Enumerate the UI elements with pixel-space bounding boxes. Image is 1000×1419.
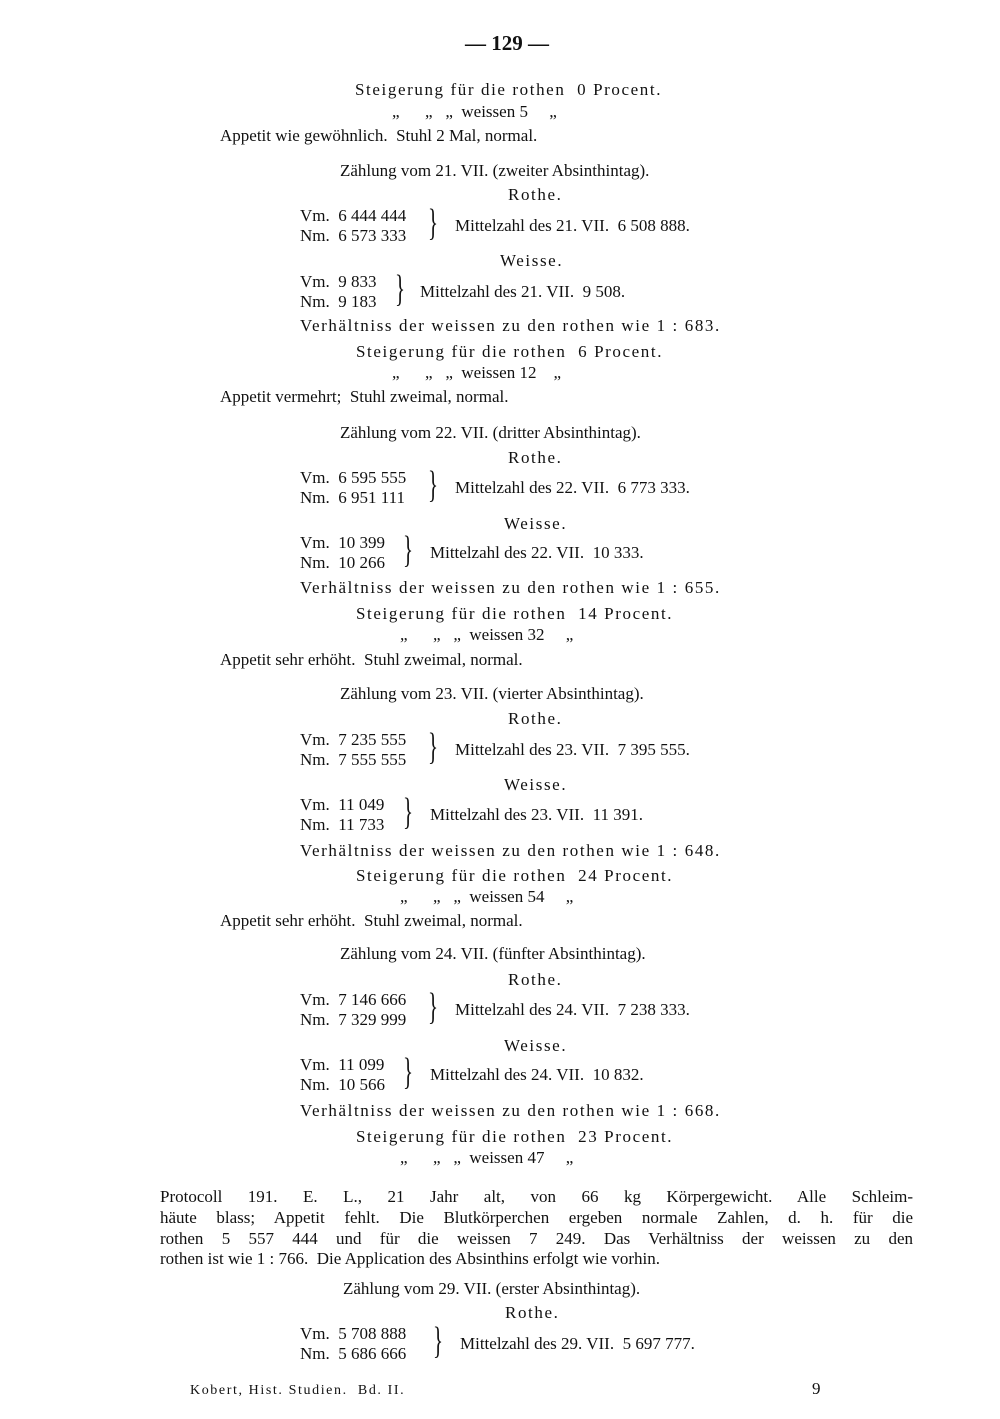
text-line: Appetit sehr erhöht. Stuhl zweimal, normal. (220, 650, 523, 669)
section-heading: Zählung vom 22. VII. (dritter Absinthintag). (340, 423, 641, 442)
count-row: Nm. 10 266 (300, 553, 385, 572)
brace-symbol: } (428, 726, 439, 768)
count-row: Nm. 6 573 333 (300, 226, 407, 245)
section-subheading: Rothe. (508, 709, 563, 728)
section-heading: Zählung vom 21. VII. (zweiter Absinthintag). (340, 161, 650, 180)
section-subheading: Rothe. (508, 185, 563, 204)
brace-symbol: } (433, 1320, 444, 1362)
text-line: Appetit sehr erhöht. Stuhl zweimal, normal. (220, 911, 523, 930)
count-row: Nm. 5 686 666 (300, 1344, 407, 1363)
section-subheading: Weisse. (504, 1036, 568, 1055)
footer-sheet-number: 9 (812, 1379, 821, 1398)
mean-value: Mittelzahl des 24. VII. 10 832. (430, 1065, 644, 1084)
count-row: Vm. 6 444 444 (300, 206, 407, 225)
count-row: Nm. 10 566 (300, 1075, 385, 1094)
mean-value: Mittelzahl des 21. VII. 6 508 888. (455, 216, 690, 235)
mean-value: Mittelzahl des 23. VII. 7 395 555. (455, 740, 690, 759)
section-heading: Zählung vom 29. VII. (erster Absinthintag). (343, 1279, 641, 1298)
text-line: „ „ „ weissen 5 „ (392, 102, 557, 121)
section-subheading: Weisse. (504, 514, 568, 533)
text-line: Appetit vermehrt; Stuhl zweimal, normal. (220, 387, 509, 406)
count-row: Nm. 7 329 999 (300, 1010, 407, 1029)
count-row: Nm. 6 951 111 (300, 488, 405, 507)
paragraph-line: rothen ist wie 1 : 766. Die Application des Absinthins erfolgt wie vorhin. (160, 1249, 661, 1268)
footer-signature: Kobert, Hist. Studien. Bd. II. (190, 1383, 406, 1398)
section-subheading: Weisse. (500, 251, 564, 270)
count-row: Vm. 11 049 (300, 795, 385, 814)
text-line: „ „ „ weissen 54 „ (400, 887, 574, 906)
paragraph-line: Protocoll 191. E. L., 21 Jahr alt, von 66 kg Körpergewicht. Alle Schleim- (160, 1187, 913, 1206)
mean-value: Mittelzahl des 29. VII. 5 697 777. (460, 1334, 695, 1353)
count-row: Vm. 9 833 (300, 272, 377, 291)
paragraph-line: rothen 5 557 444 und für die weissen 7 249. Das Verhältniss der weissen zu den (160, 1229, 913, 1248)
brace-symbol: } (428, 464, 439, 506)
text-line: Steigerung für die rothen 14 Procent. (356, 604, 674, 623)
brace-symbol: } (403, 1051, 414, 1093)
brace-symbol: } (428, 202, 439, 244)
text-line: Steigerung für die rothen 6 Procent. (356, 342, 664, 361)
text-line: „ „ „ weissen 47 „ (400, 1148, 574, 1167)
count-row: Vm. 11 099 (300, 1055, 385, 1074)
brace-symbol: } (395, 268, 406, 310)
section-heading: Zählung vom 24. VII. (fünfter Absinthintag). (340, 944, 646, 963)
brace-symbol: } (403, 529, 414, 571)
count-row: Vm. 5 708 888 (300, 1324, 407, 1343)
ratio-line: Verhältniss der weissen zu den rothen wie 1 : 668. (300, 1101, 721, 1120)
ratio-line: Verhältniss der weissen zu den rothen wie 1 : 648. (300, 841, 721, 860)
count-row: Vm. 6 595 555 (300, 468, 407, 487)
text-line: „ „ „ weissen 12 „ (392, 363, 562, 382)
page-number: — 129 — (465, 31, 549, 55)
count-row: Vm. 10 399 (300, 533, 385, 552)
ratio-line: Verhältniss der weissen zu den rothen wie 1 : 683. (300, 316, 721, 335)
mean-value: Mittelzahl des 23. VII. 11 391. (430, 805, 643, 824)
section-subheading: Rothe. (508, 448, 563, 467)
brace-symbol: } (428, 986, 439, 1028)
mean-value: Mittelzahl des 22. VII. 10 333. (430, 543, 644, 562)
count-row: Nm. 11 733 (300, 815, 385, 834)
count-row: Nm. 9 183 (300, 292, 377, 311)
mean-value: Mittelzahl des 21. VII. 9 508. (420, 282, 626, 301)
mean-value: Mittelzahl des 22. VII. 6 773 333. (455, 478, 690, 497)
text-line: Steigerung für die rothen 0 Procent. (355, 80, 663, 99)
ratio-line: Verhältniss der weissen zu den rothen wie 1 : 655. (300, 578, 721, 597)
text-line: Steigerung für die rothen 24 Procent. (356, 866, 674, 885)
count-row: Vm. 7 146 666 (300, 990, 407, 1009)
paragraph-line: häute blass; Appetit fehlt. Die Blutkörperchen ergeben normale Zahlen, d. h. für die (160, 1208, 913, 1227)
text-line: Appetit wie gewöhnlich. Stuhl 2 Mal, normal. (220, 126, 538, 145)
text-line: Steigerung für die rothen 23 Procent. (356, 1127, 674, 1146)
section-heading: Zählung vom 23. VII. (vierter Absinthintag). (340, 684, 644, 703)
section-subheading: Weisse. (504, 775, 568, 794)
section-subheading: Rothe. (508, 970, 563, 989)
text-line: „ „ „ weissen 32 „ (400, 625, 574, 644)
mean-value: Mittelzahl des 24. VII. 7 238 333. (455, 1000, 690, 1019)
count-row: Nm. 7 555 555 (300, 750, 407, 769)
section-subheading: Rothe. (505, 1303, 560, 1322)
count-row: Vm. 7 235 555 (300, 730, 407, 749)
brace-symbol: } (403, 791, 414, 833)
